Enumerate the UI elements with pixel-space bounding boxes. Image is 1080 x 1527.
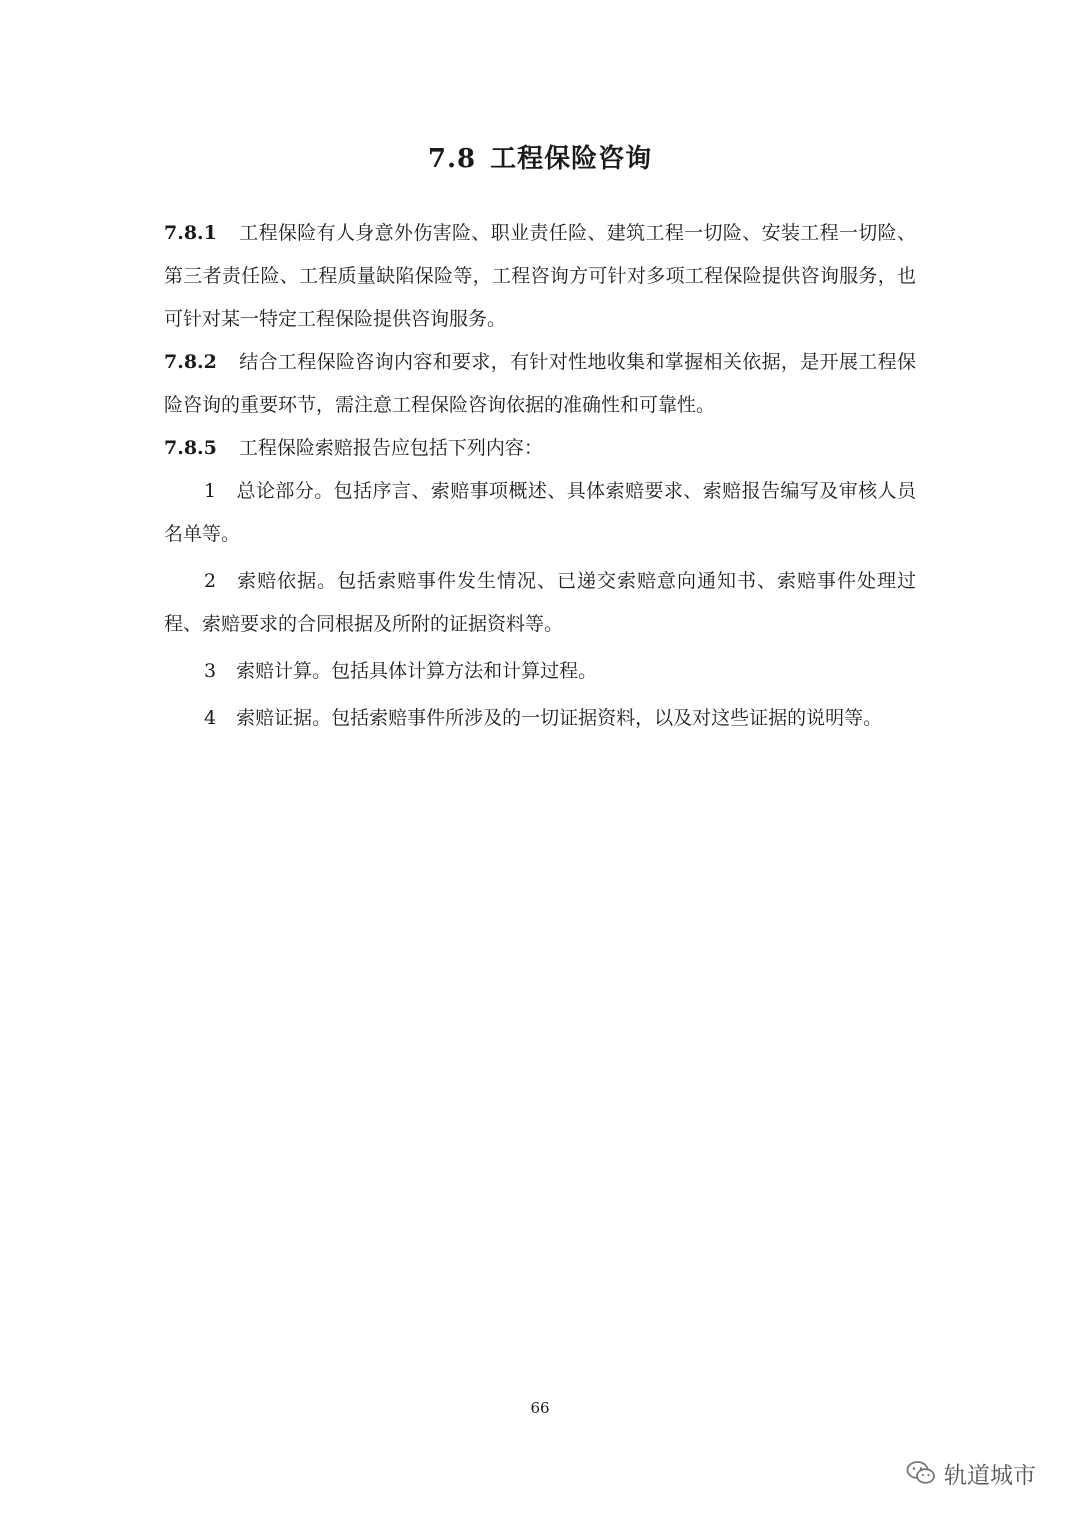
watermark [906, 1456, 1036, 1490]
clause-number: 7.8.5 [164, 437, 217, 459]
list-item-4 [164, 697, 916, 740]
clause-number: 7.8.1 [164, 222, 217, 244]
clause-text: 工程保险有人身意外伤害险、职业责任险、建筑工程一切险、安装工程一切险、第三者责任险、工程质量缺陷保险等，工程咨询方可针对多项工程保险提供咨询服务，也可针对某一特定工程保险提供咨询服务。 [164, 222, 916, 330]
watermark-text: 轨道城市 [944, 1462, 1036, 1489]
item-number: 1 [204, 480, 217, 502]
clause-7-8-1 [164, 212, 916, 341]
section-title [0, 138, 1080, 175]
item-number: 2 [204, 570, 217, 592]
item-text: 总论部分。包括序言、索赔事项概述、具体索赔要求、索赔报告编写及审核人员名单等。 [164, 480, 916, 545]
clause-7-8-5 [164, 427, 916, 470]
clause-text: 结合工程保险咨询内容和要求，有针对性地收集和掌握相关依据，是开展工程保险咨询的重要环节，需注意工程保险咨询依据的准确性和可靠性。 [164, 351, 916, 416]
list-item-3 [164, 650, 916, 693]
item-text: 索赔证据。包括索赔事件所涉及的一切证据资料，以及对这些证据的说明等。 [236, 707, 883, 729]
clause-7-8-2 [164, 341, 916, 427]
wechat-icon [906, 1460, 936, 1486]
clause-number: 7.8.2 [164, 351, 217, 373]
document-body [164, 212, 916, 740]
item-number: 3 [204, 660, 217, 682]
item-number: 4 [204, 707, 217, 729]
list-item-2 [164, 560, 916, 646]
clause-text: 工程保险索赔报告应包括下列内容： [238, 437, 543, 459]
item-text: 索赔依据。包括索赔事件发生情况、已递交索赔意向通知书、索赔事件处理过程、索赔要求的合同根据及所附的证据资料等。 [164, 570, 916, 635]
section-title-text: 工程保险咨询 [490, 144, 653, 174]
page-number: 66 [530, 1399, 550, 1417]
item-text: 索赔计算。包括具体计算方法和计算过程。 [236, 660, 598, 682]
section-number: 7.8 [427, 144, 477, 174]
list-item-1 [164, 470, 916, 556]
